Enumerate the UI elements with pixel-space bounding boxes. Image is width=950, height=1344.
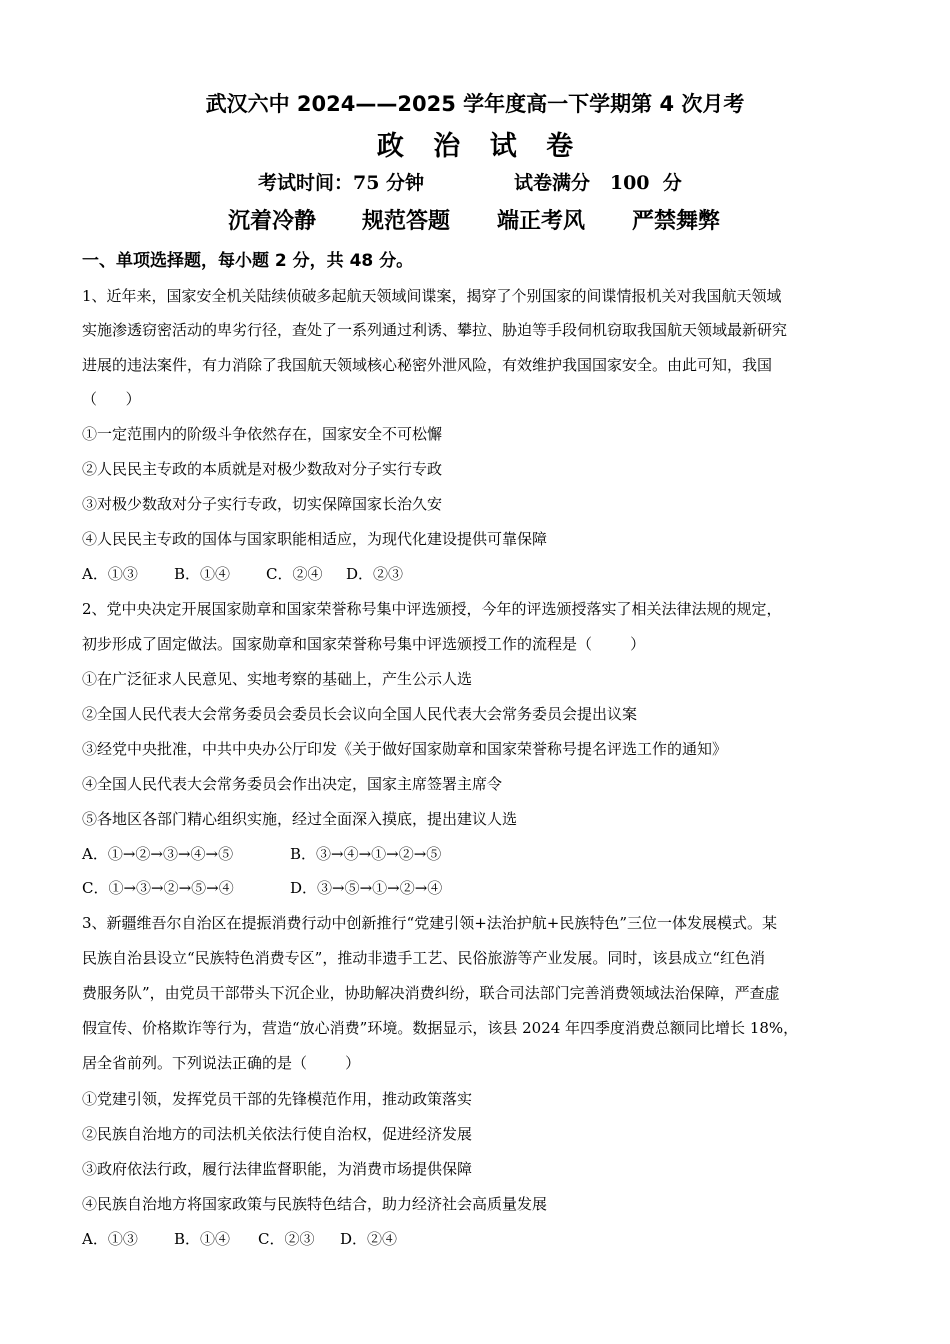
q1-stem-line: 1、近年来，国家安全机关陆续侦破多起航天领域间谍案，揭穿了个别国家的间谍情报机关对我国航天领域	[82, 287, 782, 305]
q2-option-d: D．③→⑤→①→②→④	[290, 879, 443, 897]
q3-option-c: C．②③	[258, 1230, 315, 1248]
q2-option-b: B．③→④→①→②→⑤	[290, 845, 442, 863]
q2-stem-line: 初步形成了固定做法。国家勋章和国家荣誉称号集中评选颁授工作的流程是（ ）	[82, 635, 646, 653]
motto-2: 规范答题	[362, 209, 451, 234]
q3-item: ③政府依法行政，履行法律监督职能，为消费市场提供保障	[82, 1160, 473, 1178]
q2-item: ③经党中央批准，中共中央办公厅印发《关于做好国家勋章和国家荣誉称号提名评选工作的通知》	[82, 740, 728, 758]
q2-item: ⑤各地区各部门精心组织实施，经过全面深入摸底，提出建议人选	[82, 810, 518, 828]
motto-3: 端正考风	[497, 209, 586, 234]
q3-option-b: B．①④	[174, 1230, 231, 1248]
q3-option-d: D．②④	[340, 1230, 398, 1248]
q3-stem-line: 假宣传、价格欺诈等行为，营造“放心消费”环境。数据显示，该县 2024 年四季度消费总额同比增长 18%，	[82, 1019, 799, 1037]
q1-item: ④人民民主专政的国体与国家职能相适应，为现代化建设提供可靠保障	[82, 530, 548, 548]
motto-1: 沉着冷静	[228, 209, 317, 234]
q1-stem-line: 实施渗透窃密活动的卑劣行径，查处了一系列通过利诱、攀拉、胁迫等手段伺机窃取我国航天领域最新研究	[82, 321, 788, 339]
exam-time: 考试时间：75 分钟	[258, 172, 425, 194]
q3-stem-line: 3、新疆维吾尔自治区在提振消费行动中创新推行“党建引领+法治护航+民族特色”三位一体发展模式。某	[82, 914, 778, 932]
q2-option-a: A．①→②→③→④→⑤	[82, 845, 234, 863]
q2-option-c: C．①→③→②→⑤→④	[82, 879, 234, 897]
q3-item: ②民族自治地方的司法机关依法行使自治权，促进经济发展	[82, 1125, 473, 1143]
q1-option-b: B．①④	[174, 565, 231, 583]
subject-title: 政 治 试 卷	[376, 131, 584, 162]
motto-4: 严禁舞弊	[632, 209, 721, 234]
q3-stem-line: 费服务队”，由党员干部带头下沉企业，协助解决消费纠纷，联合司法部门完善消费领域法治保障，严查虚	[82, 984, 780, 1002]
q3-item: ④民族自治地方将国家政策与民族特色结合，助力经济社会高质量发展	[82, 1195, 548, 1213]
q2-item: ④全国人民代表大会常务委员会作出决定，国家主席签署主席令	[82, 775, 503, 793]
q1-answer-blank: （ ）	[82, 390, 141, 408]
q3-stem-line: 居全省前列。下列说法正确的是（ ）	[82, 1054, 361, 1072]
q1-option-c: C．②④	[266, 565, 323, 583]
full-score: 试卷满分 100 分	[514, 172, 682, 194]
q2-item: ②全国人民代表大会常务委员会委员长会议向全国人民代表大会常务委员会提出议案	[82, 705, 638, 723]
q1-option-d: D．②③	[346, 565, 404, 583]
q3-option-a: A．①③	[82, 1230, 138, 1248]
q1-item: ③对极少数敌对分子实行专政，切实保障国家长治久安	[82, 495, 443, 513]
q3-item: ①党建引领，发挥党员干部的先锋模范作用，推动政策落实	[82, 1090, 473, 1108]
exam-title: 武汉六中 2024——2025 学年度高一下学期第 4 次月考	[205, 92, 745, 116]
q3-stem-line: 民族自治县设立“民族特色消费专区”，推动非遗手工艺、民俗旅游等产业发展。同时，该县成立“红色消	[82, 949, 766, 967]
q2-stem-line: 2、党中央决定开展国家勋章和国家荣誉称号集中评选颁授，今年的评选颁授落实了相关法律法规的规定，	[82, 600, 782, 618]
q2-item: ①在广泛征求人民意见、实地考察的基础上，产生公示人选	[82, 670, 473, 688]
q1-option-a: A．①③	[82, 565, 138, 583]
q1-item: ②人民民主专政的本质就是对极少数敌对分子实行专政	[82, 460, 443, 478]
q1-item: ①一定范围内的阶级斗争依然存在，国家安全不可松懈	[82, 425, 443, 443]
section-heading: 一、单项选择题，每小题 2 分，共 48 分。	[82, 251, 414, 271]
q1-stem-line: 进展的违法案件，有力消除了我国航天领域核心秘密外泄风险，有效维护我国国家安全。由此可知，我国	[82, 356, 773, 374]
